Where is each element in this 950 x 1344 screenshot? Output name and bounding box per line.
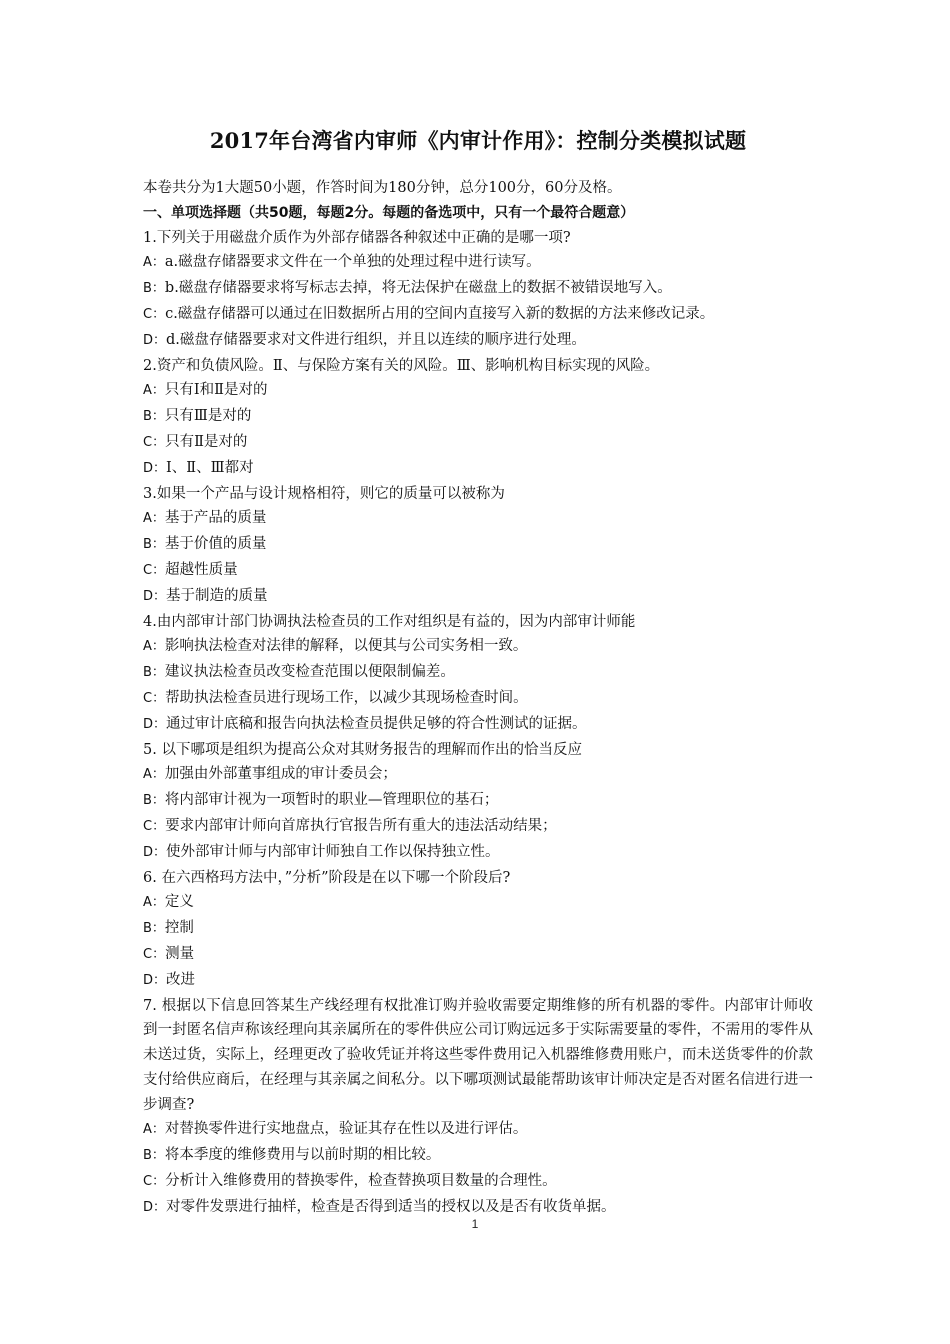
option-text: 基于产品的质量 <box>164 510 267 527</box>
question-item <box>143 866 813 994</box>
option-text: Ⅰ、Ⅱ、Ⅲ都对 <box>166 459 254 476</box>
question-stem: 4.由内部审计部门协调执法检查员的工作对组织是有益的，因为内部审计师能 <box>143 613 636 630</box>
option-key: C： <box>143 818 166 834</box>
option-text: 要求内部审计师向首席执行官报告所有重大的违法活动结果； <box>165 817 557 834</box>
option-text: 影响执法检查对法律的解释，以便其与公司实务相一致。 <box>164 638 528 655</box>
option-key: C： <box>143 946 166 962</box>
question-item <box>143 354 813 482</box>
option-key: B： <box>143 793 165 809</box>
option-key: B： <box>143 537 165 553</box>
option-text: 基于价值的质量 <box>164 536 267 553</box>
answer-option <box>143 762 813 788</box>
option-text: c.磁盘存储器可以通过在旧数据所占用的空间内直接写入新的数据的方法来修改记录。 <box>165 305 715 322</box>
question-stem: 3.如果一个产品与设计规格相符，则它的质量可以被称为 <box>143 485 505 502</box>
option-text: 通过审计底稿和报告向执法检查员提供足够的符合性测试的证据。 <box>166 715 587 732</box>
answer-option <box>143 1117 813 1143</box>
question-list <box>143 226 813 1221</box>
option-key: A： <box>143 383 165 399</box>
option-text: 对零件发票进行抽样，检查是否得到适当的授权以及是否有收货单据。 <box>166 1198 616 1215</box>
option-text: 定义 <box>164 894 194 911</box>
option-text: 分析计入维修费用的替换零件，检查替换项目数量的合理性。 <box>165 1173 557 1190</box>
exam-intro: 本卷共分为1大题50小题，作答时间为180分钟，总分100分，60分及格。 <box>143 180 622 196</box>
question-item <box>143 738 813 866</box>
option-key: D： <box>143 332 167 348</box>
option-text: 控制 <box>164 920 194 937</box>
question-item <box>143 610 813 738</box>
option-text: 建议执法检查员改变检查范围以便限制偏差。 <box>164 664 455 681</box>
option-key: A： <box>143 255 165 271</box>
option-key: D： <box>143 588 167 604</box>
option-text: 只有Ⅰ和Ⅱ是对的 <box>164 382 268 399</box>
option-key: A： <box>143 1122 165 1138</box>
option-key: D： <box>143 972 167 988</box>
option-text: 使外部审计师与内部审计师独自工作以保持独立性。 <box>166 843 500 860</box>
section-heading: 一、单项选择题（共50题，每题2分。每题的备选项中，只有一个最符合题意） <box>143 204 635 221</box>
answer-option <box>143 404 813 430</box>
answer-option <box>143 660 813 686</box>
answer-option <box>143 814 813 840</box>
question-item <box>143 994 813 1221</box>
question-stem: 6. 在六西格玛方法中，”分析”阶段是在以下哪一个阶段后? <box>143 869 511 886</box>
option-key: B： <box>143 281 165 297</box>
page-number: 1 <box>471 1217 479 1231</box>
question-stem: 7. 根据以下信息回答某生产线经理有权批准订购并验收需要定期维修的所有机器的零件。内部审计师收到一封匿名信声称该经理向其亲属所在的零件供应公司订购远远多于实际需要量的零件，不需用的零件从未送过货，实际上，经理更改了验收凭证并将这些零件费用记入机器维修费用账户，而未送货零件的价款支付给供应商后，在经理与其亲属之间私分。以下哪项测试最能帮助该审计师决定是否对匿名信进行进一步调查? <box>143 997 813 1113</box>
option-text: a.磁盘存储器要求文件在一个单独的处理过程中进行读写。 <box>164 254 541 271</box>
option-text: 只有Ⅲ是对的 <box>164 408 252 425</box>
document-title: 2017年台湾省内审师《内审计作用》：控制分类模拟试题 <box>209 128 747 153</box>
question-stem: 5. 以下哪项是组织为提高公众对其财务报告的理解而作出的恰当反应 <box>143 741 582 758</box>
option-key: D： <box>143 460 167 476</box>
option-text: 测量 <box>165 945 195 962</box>
option-key: B： <box>143 665 165 681</box>
answer-option <box>143 532 813 558</box>
option-text: 将内部审计视为一项暂时的职业—管理职位的基石； <box>164 792 499 809</box>
option-key: C： <box>143 306 166 322</box>
question-item <box>143 226 813 354</box>
answer-option <box>143 558 813 584</box>
option-key: D： <box>143 1199 167 1215</box>
option-key: D： <box>143 716 167 732</box>
answer-option <box>143 890 813 916</box>
option-key: C： <box>143 690 166 706</box>
option-key: B： <box>143 921 165 937</box>
answer-option <box>143 788 813 814</box>
option-text: b.磁盘存储器要求将写标志去掉，将无法保护在磁盘上的数据不被错误地写入。 <box>164 280 672 297</box>
answer-option <box>143 634 813 660</box>
answer-option <box>143 328 813 354</box>
answer-option <box>143 1143 813 1169</box>
question-stem: 1.下列关于用磁盘介质作为外部存储器各种叙述中正确的是哪一项? <box>143 229 571 246</box>
option-text: 帮助执法检查员进行现场工作，以减少其现场检查时间。 <box>165 689 528 706</box>
option-text: 对替换零件进行实地盘点，验证其存在性以及进行评估。 <box>164 1121 528 1138</box>
option-text: 将本季度的维修费用与以前时期的相比较。 <box>164 1147 441 1164</box>
answer-option <box>143 916 813 942</box>
question-stem: 2.资产和负债风险。Ⅱ、与保险方案有关的风险。Ⅲ、影响机构目标实现的风险。 <box>143 357 660 374</box>
option-key: A： <box>143 767 165 783</box>
option-key: C： <box>143 434 166 450</box>
question-item <box>143 482 813 610</box>
answer-option <box>143 250 813 276</box>
option-text: 只有Ⅱ是对的 <box>165 433 248 450</box>
answer-option <box>143 686 813 712</box>
answer-option <box>143 456 813 482</box>
option-key: A： <box>143 639 165 655</box>
option-text: d.磁盘存储器要求对文件进行组织，并且以连续的顺序进行处理。 <box>166 331 586 348</box>
document-content <box>143 124 813 1221</box>
option-key: B： <box>143 409 165 425</box>
option-key: D： <box>143 844 167 860</box>
option-key: A： <box>143 511 165 527</box>
answer-option <box>143 302 813 328</box>
option-text: 改进 <box>166 971 196 988</box>
option-text: 超越性质量 <box>165 561 238 578</box>
answer-option <box>143 430 813 456</box>
option-key: B： <box>143 1148 165 1164</box>
option-text: 加强由外部董事组成的审计委员会； <box>164 766 397 783</box>
answer-option <box>143 506 813 532</box>
answer-option <box>143 712 813 738</box>
answer-option <box>143 840 813 866</box>
answer-option <box>143 942 813 968</box>
answer-option <box>143 968 813 994</box>
answer-option <box>143 1169 813 1195</box>
option-key: A： <box>143 895 165 911</box>
answer-option <box>143 584 813 610</box>
answer-option <box>143 378 813 404</box>
option-key: C： <box>143 1174 166 1190</box>
option-key: C： <box>143 562 166 578</box>
answer-option <box>143 276 813 302</box>
option-text: 基于制造的质量 <box>166 587 268 604</box>
